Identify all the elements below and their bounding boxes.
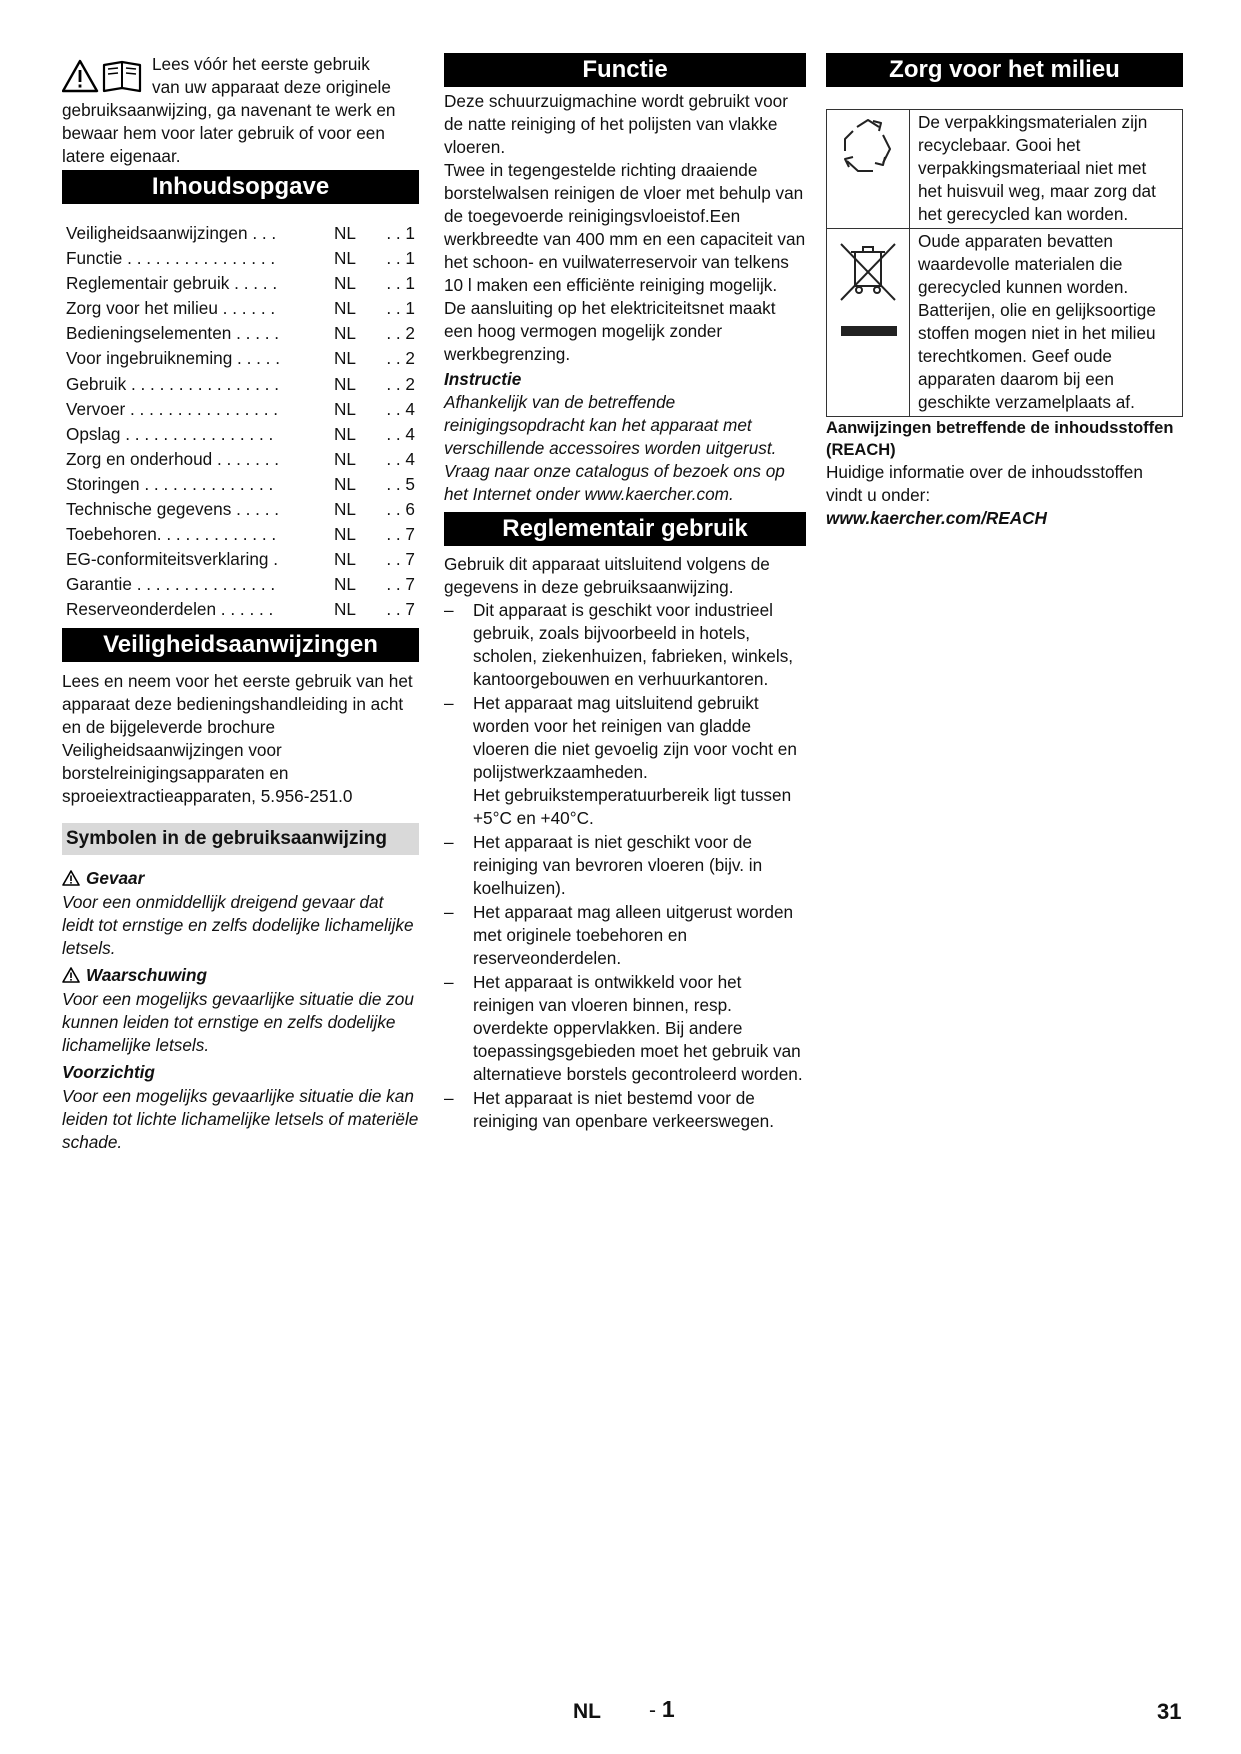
crossed-bin-icon (833, 230, 903, 340)
toc-row[interactable] (62, 346, 419, 371)
caution-label: Voorzichtig (62, 1061, 155, 1082)
proper-use-b3: Het apparaat is niet geschikt voor de reiniging van bevroren vloeren (bijv. in koelhuizen). (473, 832, 763, 898)
proper-use-b1: Dit apparaat is geschikt voor industrieel gebruik, zoals bijvoorbeeld in hotels, scholen, ziekenhuizen, fabrieken, winkels, kantoorgebouwen en verhuurkantoren. (473, 600, 794, 689)
toc-entry-title: Zorg en onderhoud . . . . . . . (66, 448, 280, 469)
caution-text: Voor een mogelijks gevaarlijke situatie die kan leiden tot lichte lichamelijke letsels of materiële schade. (62, 1085, 419, 1152)
environment-table (826, 109, 1183, 417)
toc-row[interactable] (62, 221, 419, 246)
toc-entry-page: . . 1 (386, 298, 415, 319)
list-item (444, 831, 806, 900)
toc-entry-language: NL (334, 549, 356, 570)
intro-notice (62, 53, 419, 168)
list-item (444, 599, 806, 691)
toc-entry-language: NL (334, 348, 356, 369)
danger-text: Voor een onmiddellijk dreigend gevaar dat leidt tot ernstige en zelfs dodelijke lichamelijke letsels. (62, 891, 414, 958)
page-number: 31 (1157, 1699, 1182, 1724)
intro-line-1: Lees vóór het eerste gebruik (152, 54, 370, 74)
recycle-icon-cell (827, 110, 910, 229)
toc-row[interactable] (62, 497, 419, 522)
proper-use-b5: Het apparaat is ontwikkeld voor het reinigen van vloeren binnen, resp. overdekte oppervlakken. Bij andere toepassingsgebieden moet het gebruik van alternatieve borstels gecontroleerd worden. (473, 972, 803, 1084)
toc-row[interactable] (62, 372, 419, 397)
toc-row[interactable] (62, 547, 419, 572)
toc-entry-page: . . 4 (386, 448, 415, 469)
danger-label: Gevaar (86, 867, 145, 888)
toc-row[interactable] (62, 321, 419, 346)
list-item (444, 1087, 806, 1133)
toc-entry-title: Reglementair gebruik . . . . . (66, 273, 278, 294)
list-item (444, 692, 806, 784)
toc-entry-language: NL (334, 298, 356, 319)
warning-heading (62, 962, 419, 988)
toc-table (62, 221, 419, 623)
toc-row[interactable] (62, 397, 419, 422)
warning-triangle-icon (63, 61, 97, 91)
instruction-text: Afhankelijk van de betreffende reinigingsopdracht kan het apparaat met verschillende accessoires worden uitgerust. Vraag naar onze catalogus of bezoek ons op het Internet onder www.kaercher.com. (444, 392, 785, 504)
proper-use-b6: Het apparaat is niet bestemd voor de reiniging van openbare verkeerswegen. (473, 1088, 774, 1131)
bullet-dash: – (444, 693, 454, 713)
left-column (62, 53, 419, 1154)
environment-heading: Zorg voor het milieu (826, 53, 1183, 87)
toc-entry-page: . . 7 (386, 549, 415, 570)
toc-row[interactable] (62, 422, 419, 447)
toc-row[interactable] (62, 522, 419, 547)
weee-text: Oude apparaten bevatten waardevolle materialen die gerecycled kunnen worden. Batterijen, olie en gelijksoortige stoffen mogen niet in het milieu terechtkomen. Geef oude apparaten daarom bij een geschikte verzamelplaats af. (910, 229, 1183, 417)
toc-entry-language: NL (334, 248, 356, 269)
toc-entry-title: Garantie . . . . . . . . . . . . . . . (66, 574, 276, 595)
toc-entry-language: NL (334, 473, 356, 494)
toc-entry-language: NL (334, 599, 356, 620)
toc-entry-language: NL (334, 423, 356, 444)
toc-entry-page: . . 2 (386, 373, 415, 394)
recycle-icon (833, 111, 903, 187)
toc-entry-language: NL (334, 323, 356, 344)
safety-text: Lees en neem voor het eerste gebruik van het apparaat deze bedieningshandleiding in acht en de bijgeleverde brochure Veiligheidsaanwijzingen voor borstelreinigingsapparaten en sproeiextractieapparaten, 5.956-251.0 (62, 670, 413, 806)
toc-entry-page: . . 6 (386, 499, 415, 520)
footer-dash: - (649, 1699, 656, 1722)
warning-text: Voor een mogelijks gevaarlijke situatie die zou kunnen leiden tot ernstige en zelfs dodelijke lichamelijke letsels. (62, 988, 414, 1055)
toc-entry-page: . . 1 (386, 223, 415, 243)
bullet-dash: – (444, 1088, 454, 1108)
toc-entry-language: NL (334, 398, 356, 419)
footer-number: 1 (661, 1696, 675, 1722)
toc-entry-title: Veiligheidsaanwijzingen . . . (66, 223, 277, 243)
recycle-text: De verpakkingsmaterialen zijn recyclebaar. Gooi het verpakkingsmateriaal niet met het huisvuil weg, maar zorg dat het gerecycled kan worden. (910, 110, 1183, 229)
bullet-dash: – (444, 972, 454, 992)
toc-row[interactable] (62, 447, 419, 472)
toc-entry-language: NL (334, 499, 356, 520)
function-p1: Deze schuurzuigmachine wordt gebruikt voor de natte reiniging of het polijsten van vlakke vloeren. (444, 91, 788, 157)
intro-text: gebruiksaanwijzing, ga navenant te werk en bewaar hem voor later gebruik of voor een latere eigenaar. (62, 100, 396, 166)
list-item (444, 971, 806, 1086)
toc-entry-title: Bedieningselementen . . . . . (66, 323, 280, 344)
symbols-heading: Symbolen in de gebruiksaanwijzing (62, 823, 419, 855)
proper-use-heading: Reglementair gebruik (444, 512, 806, 546)
bullet-dash: – (444, 832, 454, 852)
toc-entry-page: . . 4 (386, 398, 415, 419)
toc-entry-language: NL (334, 524, 356, 545)
bullet-dash: – (444, 600, 454, 620)
reach-link[interactable]: www.kaercher.com/REACH (826, 508, 1047, 528)
toc-row[interactable] (62, 572, 419, 597)
bullet-dash: – (444, 902, 454, 922)
proper-use-b2: Het apparaat mag uitsluitend gebruikt worden voor het reinigen van gladde vloeren die niet gevoelig zijn voor vocht en polijstwerkzaamheden. (473, 693, 797, 782)
toc-entry-title: Functie . . . . . . . . . . . . . . . . (66, 248, 276, 269)
table-row (827, 229, 1183, 417)
toc-entry-page: . . 5 (386, 473, 415, 494)
toc-entry-page: . . 7 (386, 524, 415, 545)
toc-entry-page: . . 1 (386, 273, 415, 294)
toc-row[interactable] (62, 296, 419, 321)
reach-heading: Aanwijzingen betreffende de inhoudsstoffen (REACH) (826, 419, 1174, 459)
intro-line-2: van uw apparaat deze originele (152, 77, 391, 97)
toc-entry-title: Voor ingebruikneming . . . . . (66, 348, 281, 369)
middle-column (444, 53, 806, 1133)
warning-label: Waarschuwing (86, 964, 207, 985)
footer-section-number (649, 1698, 675, 1722)
function-p3: De aansluiting op het elektriciteitsnet maakt een hoog vermogen mogelijk zonder werkbegrenzing. (444, 298, 776, 364)
reach-text: Huidige informatie over de inhoudsstoffen vindt u onder: (826, 462, 1143, 505)
toc-entry-title: Storingen . . . . . . . . . . . . . . (66, 473, 274, 494)
toc-entry-title: EG-conformiteitsverklaring . (66, 549, 279, 570)
toc-entry-page: . . 2 (386, 348, 415, 369)
instruction-label: Instructie (444, 369, 522, 389)
toc-entry-title: Opslag . . . . . . . . . . . . . . . . (66, 423, 274, 444)
danger-warning-icon (62, 870, 80, 886)
toc-entry-language: NL (334, 448, 356, 469)
toc-row[interactable] (62, 246, 419, 271)
intro-icons (62, 59, 144, 93)
toc-entry-page: . . 2 (386, 323, 415, 344)
toc-entry-title: Zorg voor het milieu . . . . . . (66, 298, 276, 319)
function-heading: Functie (444, 53, 806, 87)
table-row (827, 110, 1183, 229)
toc-entry-language: NL (334, 223, 356, 243)
toc-entry-title: Reserveonderdelen . . . . . . (66, 599, 274, 620)
proper-use-b2-extra: Het gebruikstemperatuurbereik ligt tussen +5°C en +40°C. (473, 785, 792, 828)
weee-icon-cell (827, 229, 910, 417)
right-column (826, 53, 1183, 530)
toc-entry-page: . . 7 (386, 574, 415, 595)
toc-entry-page: . . 1 (386, 248, 415, 269)
toc-row[interactable] (62, 271, 419, 296)
toc-entry-title: Toebehoren. . . . . . . . . . . . . (66, 524, 277, 545)
function-p2: Twee in tegengestelde richting draaiende borstelwalsen reinigen de vloer met behulp van de toegevoerde reinigingsvloeistof.Een werkbreedte van 400 mm en een capaciteit van het schoon- en vuilwaterreservoir van telkens 10 l maken een efficiënte reiniging mogelijk. (444, 160, 806, 295)
toc-entry-page: . . 7 (386, 599, 415, 620)
safety-heading: Veiligheidsaanwijzingen (62, 628, 419, 662)
footer-language: NL (573, 1700, 601, 1723)
toc-heading: Inhoudsopgave (62, 170, 419, 204)
proper-use-intro: Gebruik dit apparaat uitsluitend volgens de gegevens in deze gebruiksaanwijzing. (444, 554, 770, 597)
toc-entry-title: Vervoer . . . . . . . . . . . . . . . . (66, 398, 279, 419)
toc-row[interactable] (62, 472, 419, 497)
toc-entry-title: Gebruik . . . . . . . . . . . . . . . . (66, 373, 279, 394)
toc-entry-language: NL (334, 373, 356, 394)
toc-row[interactable] (62, 597, 419, 622)
danger-heading (62, 865, 419, 891)
toc-entry-page: . . 4 (386, 423, 415, 444)
warning-icon (62, 967, 80, 983)
toc-entry-language: NL (334, 273, 356, 294)
manual-book-icon (104, 62, 140, 91)
proper-use-b4: Het apparaat mag alleen uitgerust worden met originele toebehoren en reserveonderdelen. (473, 902, 794, 968)
list-item (444, 901, 806, 970)
toc-entry-title: Technische gegevens . . . . . (66, 499, 280, 520)
toc-entry-language: NL (334, 574, 356, 595)
